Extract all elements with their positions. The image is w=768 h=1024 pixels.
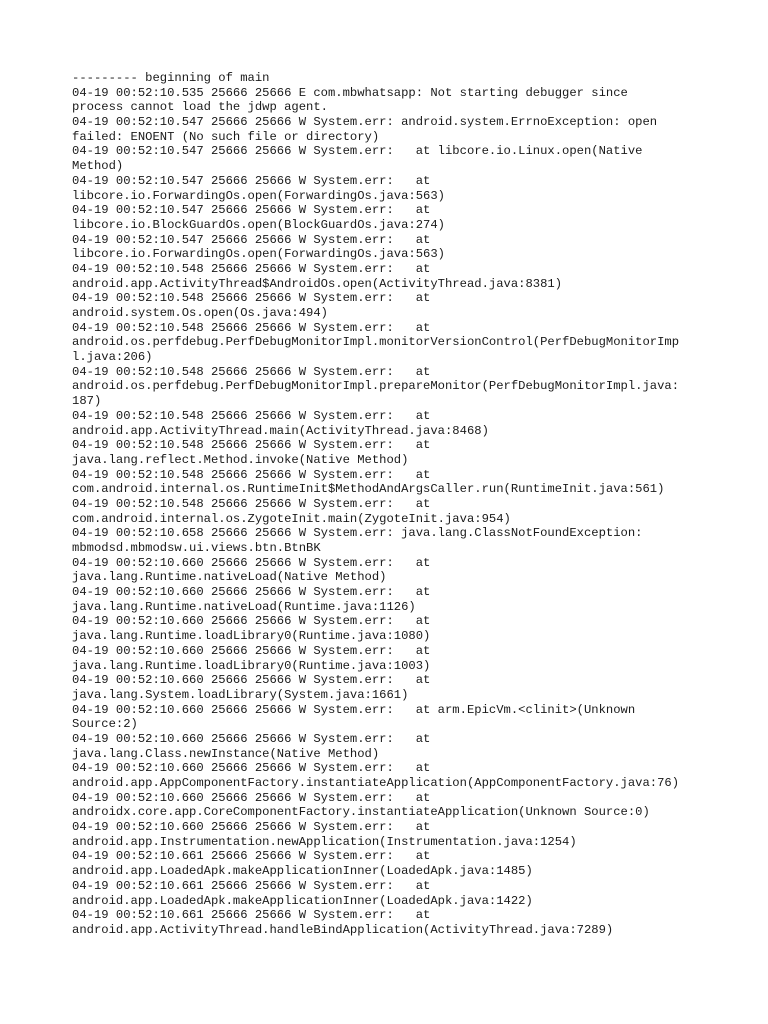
log-line: l.java:206)	[72, 350, 153, 365]
log-line: 04-19 00:52:10.548 25666 25666 W System.err: at	[72, 320, 431, 335]
log-line: 04-19 00:52:10.660 25666 25666 W System.err: at	[72, 643, 431, 658]
log-line: java.lang.Runtime.loadLibrary0(Runtime.java:1003)	[72, 658, 431, 673]
log-line: android.app.Instrumentation.newApplication(Instrumentation.java:1254)	[72, 834, 577, 849]
log-line: 04-19 00:52:10.548 25666 25666 W System.err: at	[72, 261, 431, 276]
log-line: java.lang.Class.newInstance(Native Method)	[72, 746, 380, 761]
log-line: 04-19 00:52:10.547 25666 25666 W System.err: at	[72, 173, 431, 188]
log-line: android.app.ActivityThread.main(ActivityThread.java:8468)	[72, 423, 489, 438]
log-line: 04-19 00:52:10.660 25666 25666 W System.err: at	[72, 673, 431, 688]
log-line: --------- beginning of main	[72, 71, 270, 85]
log-line: java.lang.reflect.Method.invoke(Native Method)	[72, 452, 409, 467]
log-line: java.lang.Runtime.nativeLoad(Native Method)	[72, 570, 387, 585]
log-line: 04-19 00:52:10.660 25666 25666 W System.err: at	[72, 820, 431, 835]
log-line: libcore.io.BlockGuardOs.open(BlockGuardOs.java:274)	[72, 217, 445, 232]
log-line: 04-19 00:52:10.661 25666 25666 W System.err: at	[72, 849, 431, 864]
log-line: 04-19 00:52:10.548 25666 25666 W System.err: at	[72, 408, 431, 423]
log-line: process cannot load the jdwp agent.	[72, 100, 328, 115]
log-line: Method)	[72, 159, 124, 174]
log-line: androidx.core.app.CoreComponentFactory.instantiateApplication(Unknown Source:0)	[72, 805, 650, 820]
log-line: 04-19 00:52:10.660 25666 25666 W System.err: at	[72, 731, 431, 746]
log-line: 04-19 00:52:10.660 25666 25666 W System.err: at	[72, 614, 431, 629]
log-line: 04-19 00:52:10.548 25666 25666 W System.err: at	[72, 291, 431, 306]
log-line: android.app.LoadedApk.makeApplicationInner(LoadedApk.java:1485)	[72, 864, 533, 879]
log-line: java.lang.Runtime.loadLibrary0(Runtime.java:1080)	[72, 629, 431, 644]
log-line: mbmodsd.mbmodsw.ui.views.btn.BtnBK	[72, 541, 321, 555]
log-line: 04-19 00:52:10.660 25666 25666 W System.err: at	[72, 555, 431, 570]
log-line: libcore.io.ForwardingOs.open(ForwardingOs.java:563)	[72, 188, 445, 203]
log-line: 04-19 00:52:10.547 25666 25666 W System.err: at	[72, 232, 431, 247]
log-line: 04-19 00:52:10.548 25666 25666 W System.err: at	[72, 496, 431, 511]
log-line: 04-19 00:52:10.660 25666 25666 W System.err: at	[72, 761, 431, 776]
log-line: 04-19 00:52:10.548 25666 25666 W System.err: at	[72, 438, 431, 453]
log-line: 04-19 00:52:10.547 25666 25666 W System.err: at libcore.io.Linux.open(Native	[72, 144, 643, 159]
log-line: libcore.io.ForwardingOs.open(ForwardingOs.java:563)	[72, 247, 445, 262]
log-line: failed: ENOENT (No such file or directory)	[72, 129, 380, 144]
log-line: 04-19 00:52:10.660 25666 25666 W System.err: at	[72, 790, 431, 805]
log-line: 04-19 00:52:10.660 25666 25666 W System.err: at	[72, 585, 431, 600]
log-line: 04-19 00:52:10.661 25666 25666 W System.err: at	[72, 908, 431, 923]
log-line: 04-19 00:52:10.548 25666 25666 W System.err: at	[72, 364, 431, 379]
log-line: java.lang.System.loadLibrary(System.java:1661)	[72, 687, 409, 702]
log-line: android.app.ActivityThread$AndroidOs.open(ActivityThread.java:8381)	[72, 276, 563, 291]
log-line: com.android.internal.os.ZygoteInit.main(ZygoteInit.java:954)	[72, 511, 511, 526]
log-line: 04-19 00:52:10.547 25666 25666 W System.err: android.system.ErrnoException: open	[72, 115, 658, 130]
log-line: 187)	[72, 394, 102, 409]
log-line: 04-19 00:52:10.658 25666 25666 W System.err: java.lang.ClassNotFoundException:	[72, 526, 643, 541]
log-line: android.app.LoadedApk.makeApplicationInner(LoadedApk.java:1422)	[72, 893, 533, 908]
log-line: Source:2)	[72, 717, 138, 732]
log-line: 04-19 00:52:10.547 25666 25666 W System.err: at	[72, 203, 431, 218]
log-line: java.lang.Runtime.nativeLoad(Runtime.java:1126)	[72, 599, 416, 614]
log-line: android.app.ActivityThread.handleBindApplication(ActivityThread.java:7289)	[72, 922, 614, 937]
log-line: 04-19 00:52:10.535 25666 25666 E com.mbwhatsapp: Not starting debugger since	[72, 85, 628, 100]
log-line: android.os.perfdebug.PerfDebugMonitorImpl.monitorVersionControl(PerfDebugMonitorImp	[72, 335, 680, 350]
log-line: android.system.Os.open(Os.java:494)	[72, 306, 328, 320]
log-line: android.app.AppComponentFactory.instantiateApplication(AppComponentFactory.java:76)	[72, 776, 680, 790]
log-line: com.android.internal.os.RuntimeInit$MethodAndArgsCaller.run(RuntimeInit.java:561)	[72, 482, 665, 497]
log-line: android.os.perfdebug.PerfDebugMonitorImpl.prepareMonitor(PerfDebugMonitorImpl.java:	[72, 379, 680, 394]
log-line: 04-19 00:52:10.548 25666 25666 W System.err: at	[72, 467, 431, 482]
log-line: 04-19 00:52:10.661 25666 25666 W System.err: at	[72, 878, 431, 893]
log-text-block	[72, 71, 712, 938]
log-line: 04-19 00:52:10.660 25666 25666 W System.err: at arm.EpicVm.<clinit>(Unknown	[72, 702, 636, 717]
